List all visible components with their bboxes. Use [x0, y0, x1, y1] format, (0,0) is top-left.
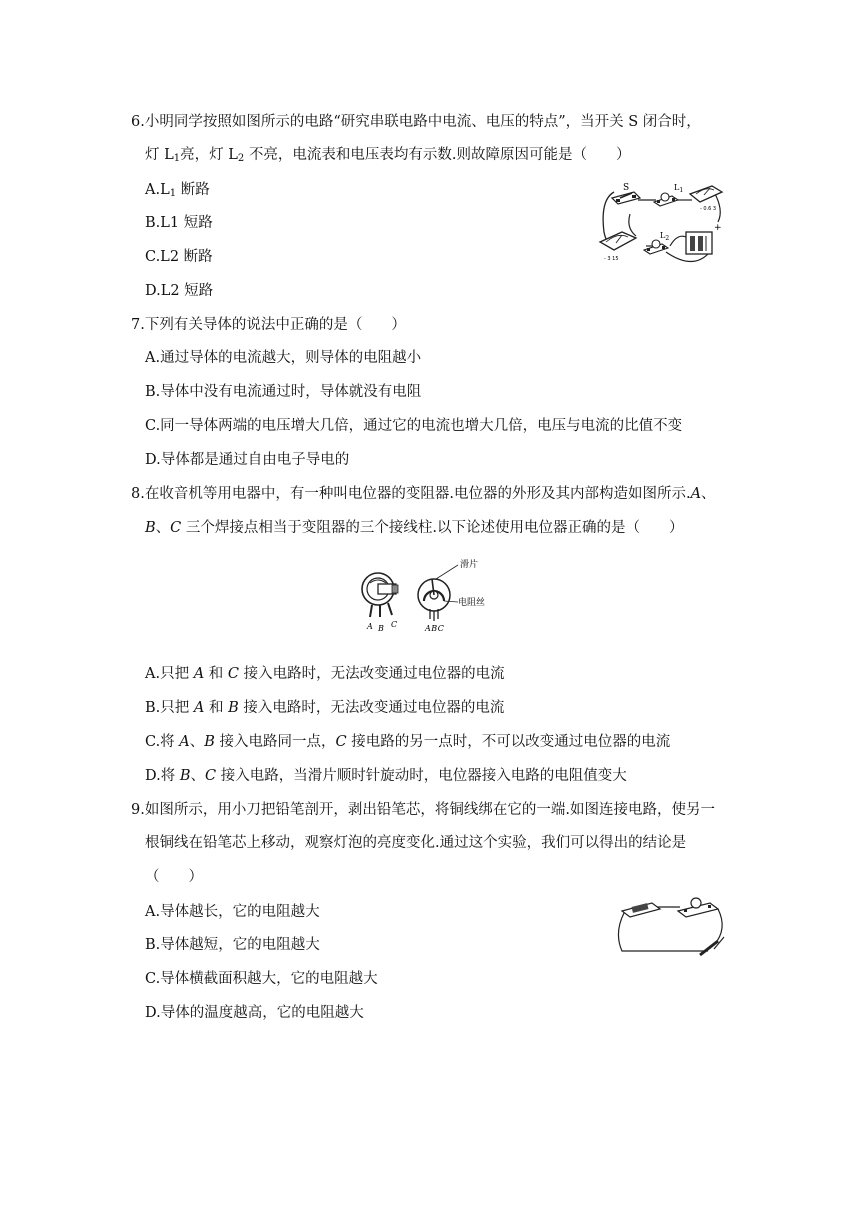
ammeter-scale: - 0.6 3 [700, 206, 717, 212]
q6-circuit-figure [596, 180, 726, 272]
q7-option-a: A.通过导体的电流越大，则导体的电阻越小 [145, 350, 422, 366]
q6-option-d: D.L2 短路 [145, 283, 214, 299]
q9-option-a: A.导体越长，它的电阻越大 [145, 904, 320, 920]
voltmeter-icon [600, 232, 636, 250]
q8-option-c: C.将 A、B 接入电路同一点，C 接电路的另一点时，不可以改变通过电位器的电流 [145, 734, 671, 750]
q7-option-d: D.导体都是通过自由电子导电的 [145, 452, 350, 468]
exterior-pin-a: A [367, 622, 373, 631]
q7-option-c: C.同一导体两端的电压增大几倍，通过它的电流也增大几倍，电压与电流的比值不变 [145, 418, 683, 434]
resistance-wire-label: 电阻丝 [458, 598, 486, 608]
slider-label: 滑片 [460, 560, 479, 570]
q8-option-d: D.将 B、C 接入电路，当滑片顺时针旋动时，电位器接入电路的电阻值变大 [145, 768, 627, 784]
q6-option-c: C.L2 断路 [145, 249, 213, 265]
q9-stem-line3: （ ） [145, 869, 203, 885]
q9-stem-line1: 9.如图所示，用小刀把铅笔剖开，剥出铅笔芯，将铜线绑在它的一端.如图连接电路，使另一 [131, 802, 715, 818]
q6-option-b: B.L1 短路 [145, 215, 213, 231]
q8-potentiometer-figure [358, 555, 508, 643]
potentiometer-interior-icon [418, 579, 450, 621]
q8-stem-line2: B、C 三个焊接点相当于变阻器的三个接线柱.以下论述使用电位器正确的是（ ） [145, 520, 684, 536]
voltmeter-scale: - 3 15 [604, 256, 619, 262]
lamp2-label: $L_2$ [660, 231, 670, 242]
q8-option-a: A.只把 A 和 C 接入电路时，无法改变通过电位器的电流 [145, 666, 505, 682]
q6-stem-line1: 6.小明同学按照如图所示的电路“研究串联电路中电流、电压的特点”，当开关 S 闭合时， [131, 114, 701, 130]
lamp-icon [654, 193, 678, 206]
slider-leader-line [436, 565, 458, 579]
q7-option-b: B.导体中没有电流通过时，导体就没有电阻 [145, 384, 422, 400]
switch-icon [612, 192, 640, 204]
q9-option-c: C.导体横截面积越大，它的电阻越大 [145, 971, 378, 987]
exterior-pin-b: B [378, 624, 384, 633]
lamp-icon [644, 240, 668, 254]
q7-stem: 7.下列有关导体的说法中正确的是（ ） [131, 317, 406, 333]
q6-stem-line2: 灯 $L_1$亮，灯 $L_2$ 不亮，电流表和电压表均有示数.则故障原因可能是（ ） [145, 147, 631, 164]
q9-pencil-circuit-figure [614, 893, 730, 957]
lamp1-label: $L_1$ [674, 183, 684, 194]
switch-label: S [623, 183, 630, 193]
q9-stem-line2: 根铜线在铅笔芯上移动，观察灯泡的亮度变化.通过这个实验，我们可以得出的结论是 [145, 835, 687, 851]
exterior-pin-c: C [391, 620, 398, 629]
battery-icon [622, 903, 660, 917]
q9-option-d: D.导体的温度越高，它的电阻越大 [145, 1005, 364, 1021]
interior-pins-label: ABC [425, 624, 445, 633]
q9-option-b: B.导体越短，它的电阻越大 [145, 937, 320, 953]
battery-plus-label: + [714, 223, 722, 233]
lamp-icon [678, 898, 718, 917]
battery-icon [686, 232, 712, 254]
q6-option-a: $A.L_1$ 断路 [145, 182, 210, 199]
potentiometer-exterior-icon [362, 573, 398, 617]
q8-option-b: B.只把 A 和 B 接入电路时，无法改变通过电位器的电流 [145, 700, 505, 716]
q8-stem-line1: 8.在收音机等用电器中，有一种叫电位器的变阻器.电位器的外形及其内部构造如图所示.A、 [131, 486, 716, 502]
pencil-lead-icon [700, 937, 724, 955]
